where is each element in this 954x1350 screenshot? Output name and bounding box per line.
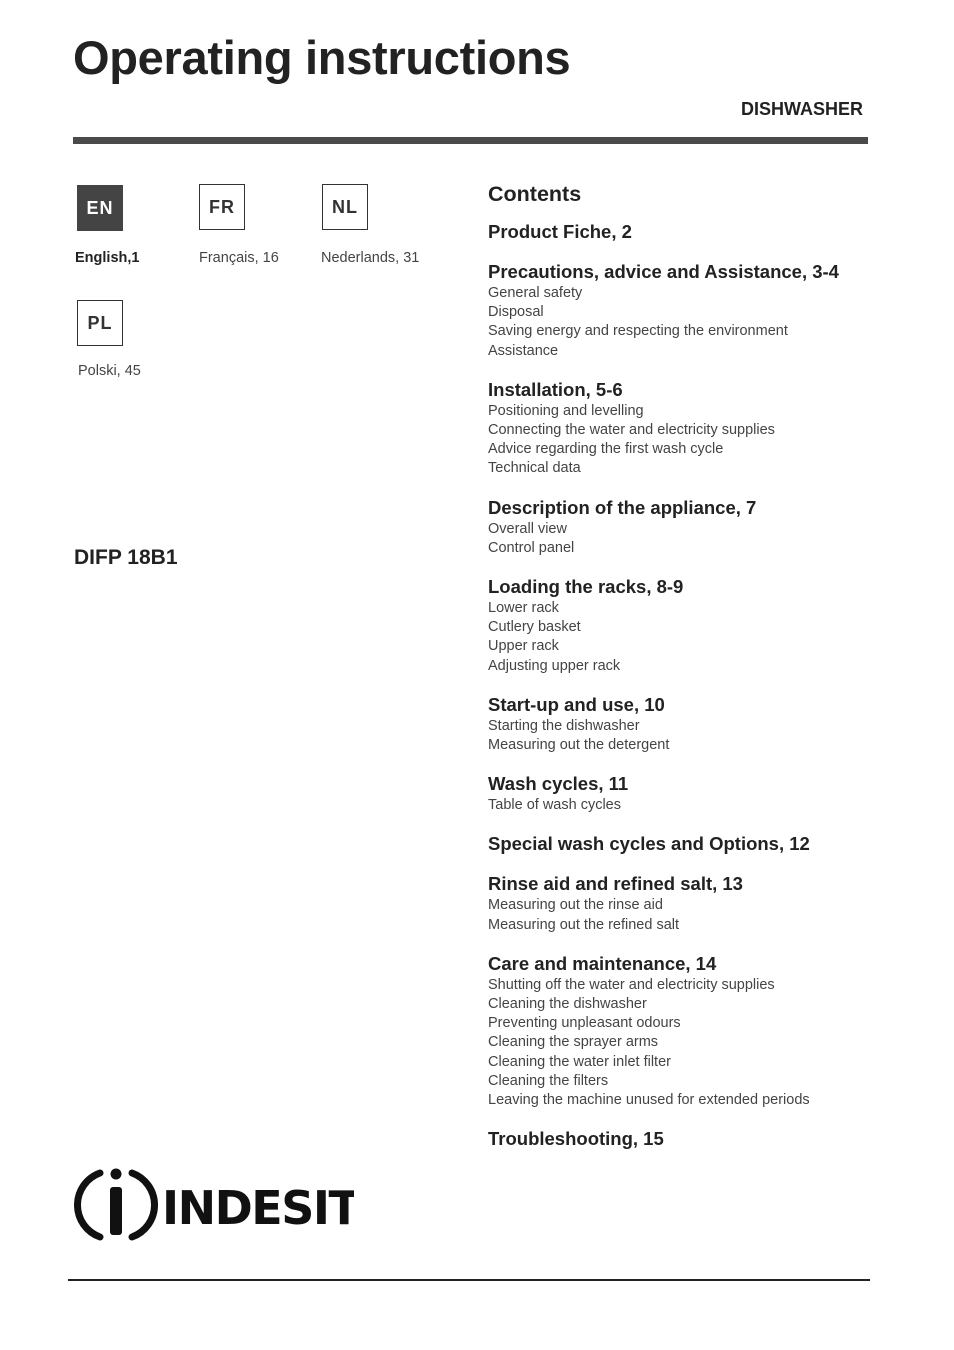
language-label-fr[interactable]: Français, 16 xyxy=(199,250,279,266)
contents-section-item[interactable]: Connecting the water and electricity supplies xyxy=(488,422,775,439)
contents-section-item[interactable]: General safety xyxy=(488,285,583,301)
contents-section-item[interactable]: Cleaning the dishwasher xyxy=(488,996,647,1013)
table-of-contents xyxy=(488,182,888,1168)
language-label-nl[interactable]: Nederlands, 31 xyxy=(321,250,420,266)
contents-sections xyxy=(488,221,888,1150)
contents-section-item[interactable]: Control panel xyxy=(488,539,575,556)
language-box-en[interactable]: EN xyxy=(77,185,123,231)
contents-section-item[interactable]: Preventing unpleasant odours xyxy=(488,1015,681,1032)
contents-section-item[interactable]: Positioning and levelling xyxy=(488,402,644,419)
language-box-fr[interactable]: FR xyxy=(199,184,245,230)
contents-section-item[interactable]: Leaving the machine unused for extended periods xyxy=(488,1092,810,1109)
contents-section-title[interactable]: Rinse aid and refined salt, 13 xyxy=(488,873,743,895)
contents-section-item[interactable]: Measuring out the rinse aid xyxy=(488,897,663,914)
contents-section-title[interactable]: Start-up and use, 10 xyxy=(488,693,665,715)
language-label-en[interactable]: English,1 xyxy=(75,250,140,266)
contents-section xyxy=(488,379,888,479)
contents-section-title[interactable]: Care and maintenance, 14 xyxy=(488,952,717,974)
contents-section-title[interactable]: Product Fiche, 2 xyxy=(488,221,632,242)
contents-section-title[interactable]: Description of the appliance, 7 xyxy=(488,496,757,518)
contents-heading: Contents xyxy=(488,182,582,206)
contents-section-item[interactable]: Cleaning the water inlet filter xyxy=(488,1053,671,1070)
page-title: Operating instructions xyxy=(73,31,571,84)
header-divider xyxy=(73,137,868,144)
contents-section-item[interactable]: Shutting off the water and electricity supplies xyxy=(488,976,775,993)
language-box-nl[interactable]: NL xyxy=(322,184,368,230)
contents-section xyxy=(488,576,888,676)
contents-section xyxy=(488,773,888,815)
contents-section xyxy=(488,833,888,855)
contents-section-item[interactable]: Starting the dishwasher xyxy=(488,717,640,734)
contents-section-title[interactable]: Installation, 5-6 xyxy=(488,378,623,400)
contents-section-item[interactable]: Technical data xyxy=(488,460,581,477)
contents-section-item[interactable]: Measuring out the refined salt xyxy=(488,916,680,933)
contents-section-item[interactable]: Saving energy and respecting the environment xyxy=(488,323,788,340)
contents-section-item[interactable]: Table of wash cycles xyxy=(488,797,621,814)
contents-section-item[interactable]: Cleaning the sprayer arms xyxy=(488,1034,659,1051)
contents-section-item[interactable]: Advice regarding the first wash cycle xyxy=(488,441,724,458)
contents-section-title[interactable]: Precautions, advice and Assistance, 3-4 xyxy=(488,261,839,282)
contents-section xyxy=(488,261,888,361)
contents-section xyxy=(488,497,888,558)
contents-section-item[interactable]: Assistance xyxy=(488,342,559,359)
indesit-i-logo-icon xyxy=(74,1165,354,1245)
contents-section-item[interactable]: Overall view xyxy=(488,520,567,537)
contents-section-item[interactable]: Cutlery basket xyxy=(488,619,581,636)
brand-logo-text: INDESIT xyxy=(162,1181,354,1235)
contents-section xyxy=(488,694,888,755)
contents-section xyxy=(488,221,888,243)
contents-section-item[interactable]: Adjusting upper rack xyxy=(488,657,621,674)
contents-section-item[interactable]: Measuring out the detergent xyxy=(488,737,670,754)
product-type-label: DISHWASHER xyxy=(740,99,863,119)
contents-section-item[interactable]: Upper rack xyxy=(488,638,559,655)
language-box-pl[interactable]: PL xyxy=(77,300,123,346)
contents-section-title[interactable]: Wash cycles, 11 xyxy=(488,773,629,795)
contents-section-title[interactable]: Special wash cycles and Options, 12 xyxy=(488,833,810,855)
contents-section-title[interactable]: Troubleshooting, 15 xyxy=(488,1128,664,1150)
contents-section-item[interactable]: Cleaning the filters xyxy=(488,1072,609,1089)
contents-section xyxy=(488,953,888,1110)
contents-section-item[interactable]: Lower rack xyxy=(488,600,559,617)
contents-section xyxy=(488,873,888,934)
contents-section-item[interactable]: Disposal xyxy=(488,304,544,321)
contents-section xyxy=(488,1128,888,1150)
language-label-pl[interactable]: Polski, 45 xyxy=(78,363,141,379)
model-number: DIFP 18B1 xyxy=(74,546,178,569)
brand-logo xyxy=(74,1165,354,1245)
footer-divider xyxy=(68,1279,870,1281)
contents-section-title[interactable]: Loading the racks, 8-9 xyxy=(488,576,684,598)
